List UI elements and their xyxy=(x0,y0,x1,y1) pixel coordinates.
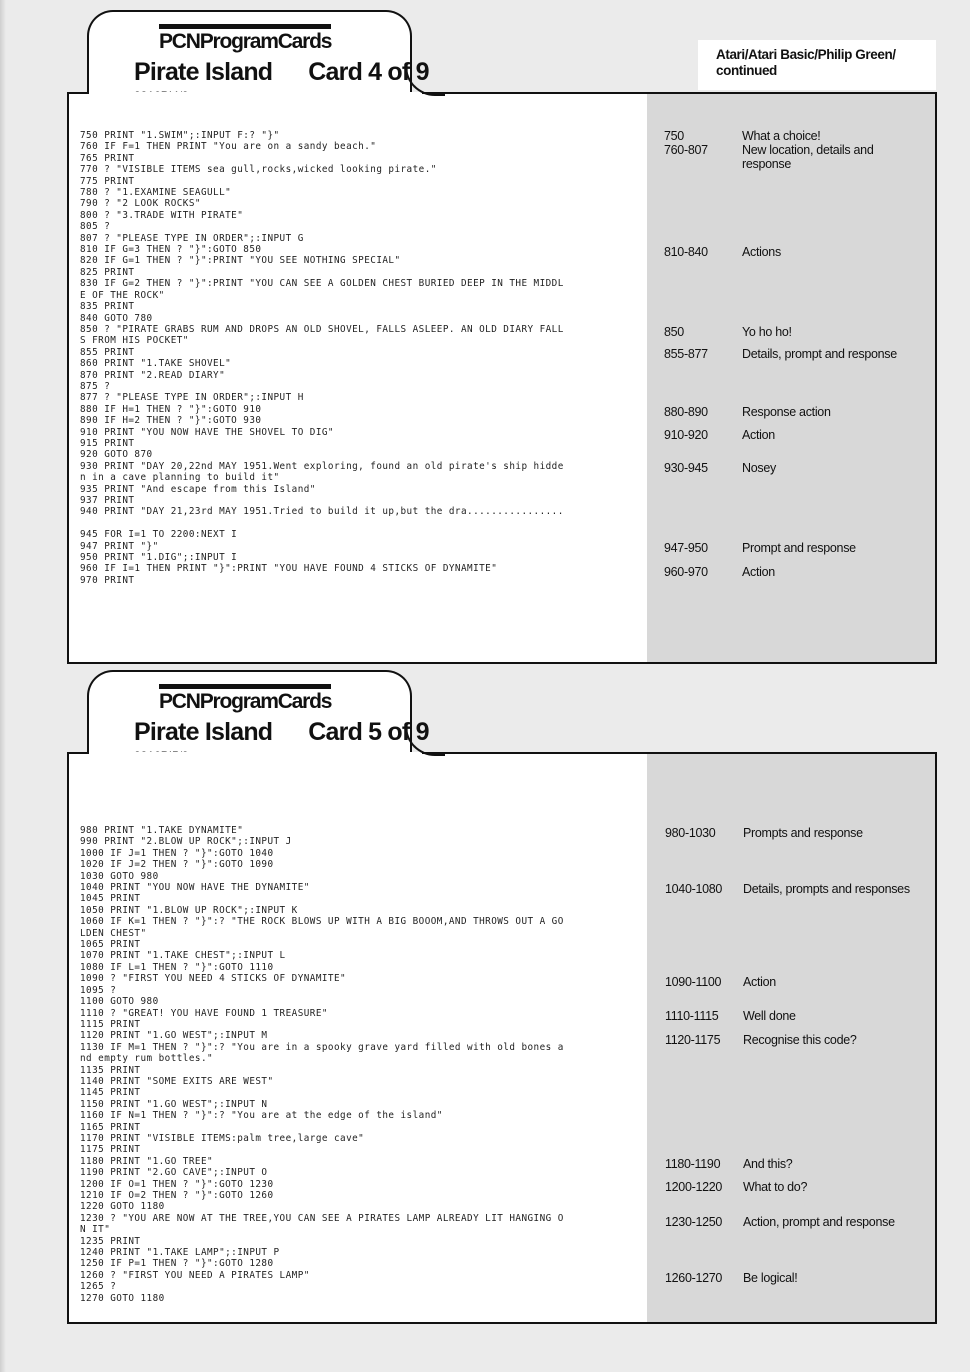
page-binding-shadow xyxy=(0,0,6,1372)
category-line-1: Atari/Atari Basic/Philip Green/ xyxy=(716,47,896,62)
card-number: Card 5 of 9 xyxy=(308,718,429,746)
note-lines: 1180-1190 xyxy=(665,1157,721,1171)
card-number: Card 4 of 9 xyxy=(308,58,429,86)
note-lines: 1230-1250 xyxy=(665,1215,723,1229)
note-text: Prompts and response xyxy=(743,826,863,840)
program-card-4 xyxy=(67,10,937,665)
card-body xyxy=(67,752,937,1324)
basic-listing: 980 PRINT "1.TAKE DYNAMITE" 990 PRINT "2.BLOW UP ROCK";:INPUT J 1000 IF J=1 THEN ? "}":GOTO 1040 1020 IF J=2 THEN ? "}":GOTO 1090 1030 GOTO 980 1040 PRINT "YOU NOW HAVE THE DYNAMITE" 1045 PRINT 1050 PRINT "1.BLOW UP ROCK";:INPUT K 1060 IF K=1 THEN ? "}":? "THE ROCK BLOWS UP WITH A BIG BOOOM,AND THROWS OUT A GO LDEN CHEST" 1065 PRINT 1070 PRINT "1.TAKE CHEST";:INPUT L 1080 IF L=1 THEN ? "}":GOTO 1110 1090 ? "FIRST YOU NEED 4 STICKS OF DYNAMITE" 1095 ? 1100 GOTO 980 1110 ? "GREAT! YOU HAVE FOUND 1 TREASURE" 1115 PRINT 1120 PRINT "1.GO WEST";:INPUT M 1130 IF M=1 THEN ? "}":? "You are in a spooky grave yard filled with old bones a nd empty rum bottles." 1135 PRINT 1140 PRINT "SOME EXITS ARE WEST" 1145 PRINT 1150 PRINT "1.GO WEST";:INPUT N 1160 IF N=1 THEN ? "}":? "You are at the edge of the island" 1165 PRINT 1170 PRINT "VISIBLE ITEMS:palm tree,large cave" 1175 PRINT 1180 PRINT "1.GO TREE" 1190 PRINT "2.GO CAVE";:INPUT O 1200 IF O=1 THEN ? "}":GOTO 1230 1210 IF O=2 THEN ? "}":GOTO 1260 1220 GOTO 1180 1230 ? "YOU ARE NOW AT THE TREE,YOU CAN SEE A PIRATES LAMP ALREADY LIT HANGING O N IT" 1235 PRINT 1240 PRINT "1.TAKE LAMP";:INPUT P 1250 IF P=1 THEN ? "}":GOTO 1280 1260 ? "FIRST YOU NEED A PIRATES LAMP" 1265 ? 1270 GOTO 1180 xyxy=(80,825,564,1304)
note-text: Nosey xyxy=(742,461,776,475)
card-edge xyxy=(67,752,89,754)
note-text: New location, details and response xyxy=(742,143,874,171)
card-edge xyxy=(67,92,89,94)
note-text: Response action xyxy=(742,405,831,419)
note-lines: 930-945 xyxy=(664,461,708,475)
note-text: Prompt and response xyxy=(742,541,856,555)
note-lines: 1260-1270 xyxy=(665,1271,723,1285)
card-tab xyxy=(87,670,429,754)
program-title: Pirate Island xyxy=(134,718,273,746)
note-lines: 1120-1175 xyxy=(665,1033,721,1047)
note-text: Action xyxy=(743,975,776,989)
note-text: Action xyxy=(742,565,775,579)
note-lines: 1200-1220 xyxy=(665,1180,723,1194)
note-lines: 1090-1100 xyxy=(665,975,722,989)
note-text: Details, prompts and responses xyxy=(743,882,910,896)
note-lines: 810-840 xyxy=(664,245,708,259)
note-text: What a choice! xyxy=(742,129,821,143)
program-title: Pirate Island xyxy=(134,58,273,86)
card-title xyxy=(134,718,429,747)
note-lines: 750 xyxy=(664,129,684,143)
note-text: And this? xyxy=(743,1157,793,1171)
note-lines: 947-950 xyxy=(664,541,708,555)
brand-logo: PCNProgramCards xyxy=(159,24,331,56)
card-title xyxy=(134,58,429,87)
note-lines: 1040-1080 xyxy=(665,882,723,896)
note-text: Yo ho ho! xyxy=(742,325,792,339)
note-lines: 1110-1115 xyxy=(665,1009,719,1023)
note-lines: 960-970 xyxy=(664,565,708,579)
program-card-5 xyxy=(67,670,937,1325)
note-lines: 855-877 xyxy=(664,347,708,361)
note-lines: 910-920 xyxy=(664,428,708,442)
card-tab xyxy=(87,10,429,94)
note-lines: 760-807 xyxy=(664,143,708,157)
note-text: What to do? xyxy=(743,1180,808,1194)
note-text: Action xyxy=(742,428,775,442)
note-text: Details, prompt and response xyxy=(742,347,897,361)
card-edge xyxy=(422,752,937,754)
note-lines: 850 xyxy=(664,325,684,339)
note-lines: 980-1030 xyxy=(665,826,716,840)
card-body xyxy=(67,92,937,664)
note-text: Be logical! xyxy=(743,1271,798,1285)
category-line-2: continued xyxy=(716,63,777,78)
brand-logo: PCNProgramCards xyxy=(159,684,331,716)
note-lines: 880-890 xyxy=(664,405,708,419)
note-text: Action, prompt and response xyxy=(743,1215,895,1229)
note-text: Actions xyxy=(742,245,781,259)
note-text: Well done xyxy=(743,1009,796,1023)
basic-listing: 750 PRINT "1.SWIM";:INPUT F:? "}" 760 IF F=1 THEN PRINT "You are on a sandy beach." 765 PRINT 770 ? "VISIBLE ITEMS sea gull,rocks,wicked looking pirate." 775 PRINT 780 ? "1.EXAMINE SEAGULL" 790 ? "2 LOOK ROCKS" 800 ? "3.TRADE WITH PIRATE" 805 ? 807 ? "PLEASE TYPE IN ORDER";:INPUT G 810 IF G=3 THEN ? "}":GOTO 850 820 IF G=1 THEN ? "}":PRINT "YOU SEE NOTHING SPECIAL" 825 PRINT 830 IF G=2 THEN ? "}":PRINT "YOU CAN SEE A GOLDEN CHEST BURIED DEEP IN THE MIDDL E OF THE ROCK" 835 PRINT 840 GOTO 780 850 ? "PIRATE GRABS RUM AND DROPS AN OLD SHOVEL, FALLS ASLEEP. AN OLD DIARY FALL S FROM HIS POCKET" 855 PRINT 860 PRINT "1.TAKE SHOVEL" 870 PRINT "2.READ DIARY" 875 ? 877 ? "PLEASE TYPE IN ORDER";:INPUT H 880 IF H=1 THEN ? "}":GOTO 910 890 IF H=2 THEN ? "}":GOTO 930 910 PRINT "YOU NOW HAVE THE SHOVEL TO DIG" 915 PRINT 920 GOTO 870 930 PRINT "DAY 20,22nd MAY 1951.Went exploring, found an old pirate's ship hidde n in a cave planning to build it" 935 PRINT "And escape from this Island" 937 PRINT 940 PRINT "DAY 21,23rd MAY 1951.Tried to build it up,but the dra................ 945 FOR I=1 TO 2200:NEXT I 947 PRINT "}" 950 PRINT "1.DIG";:INPUT I 960 IF I=1 THEN PRINT "}":PRINT "YOU HAVE FOUND 4 STICKS OF DYNAMITE" 970 PRINT xyxy=(80,130,564,586)
note-text: Recognise this code? xyxy=(743,1033,857,1047)
card-edge xyxy=(422,92,937,94)
